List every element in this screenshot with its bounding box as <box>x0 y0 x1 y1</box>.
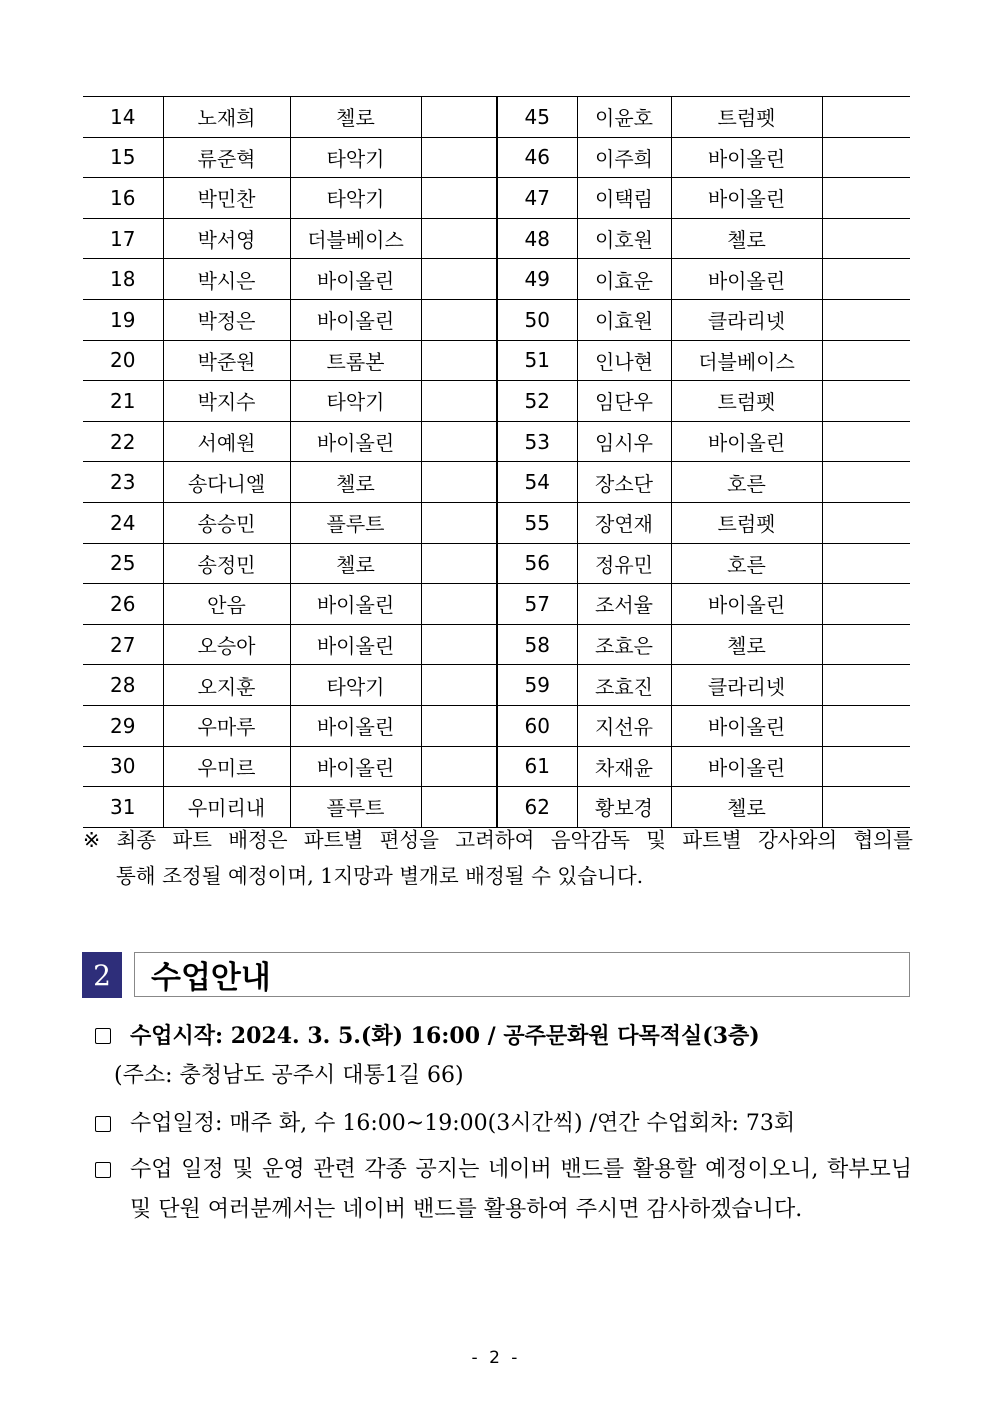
roster-cell-part: 타악기 <box>290 137 421 178</box>
roster-cell-no: 49 <box>497 259 577 300</box>
roster-cell-remarks <box>421 462 497 503</box>
class-info-list <box>92 1016 912 1230</box>
roster-cell-part: 바이올린 <box>290 421 421 462</box>
roster-cell-no: 25 <box>83 543 163 584</box>
roster-cell-name: 장소단 <box>577 462 671 503</box>
class-start-text: 수업시작: 2024. 3. 5.(화) 16:00 / 공주문화원 다목적실(3층) <box>130 1023 760 1049</box>
roster-cell-name: 차재윤 <box>577 746 671 787</box>
roster-cell-name: 오지훈 <box>163 665 290 706</box>
roster-cell-name: 박지수 <box>163 381 290 422</box>
roster-cell-name: 박시은 <box>163 259 290 300</box>
roster-cell-name: 박준원 <box>163 340 290 381</box>
table-row <box>83 381 910 422</box>
roster-cell-name: 조효은 <box>577 624 671 665</box>
checkbox-square-icon <box>95 1162 111 1178</box>
roster-cell-part: 바이올린 <box>290 584 421 625</box>
roster-cell-part: 바이올린 <box>671 746 822 787</box>
roster-cell-no: 16 <box>83 178 163 219</box>
roster-cell-name: 조서율 <box>577 584 671 625</box>
roster-cell-name: 지선유 <box>577 705 671 746</box>
roster-cell-name: 이윤호 <box>577 97 671 138</box>
roster-cell-no: 52 <box>497 381 577 422</box>
roster-cell-no: 53 <box>497 421 577 462</box>
roster-cell-no: 20 <box>83 340 163 381</box>
table-row <box>83 178 910 219</box>
roster-cell-part: 첼로 <box>671 218 822 259</box>
roster-cell-part: 플루트 <box>290 787 421 828</box>
roster-cell-remarks <box>822 624 910 665</box>
checkbox-square-icon <box>95 1028 111 1044</box>
roster-cell-part: 트럼펫 <box>671 381 822 422</box>
roster-cell-part: 타악기 <box>290 178 421 219</box>
roster-cell-no: 59 <box>497 665 577 706</box>
roster-cell-name: 박민찬 <box>163 178 290 219</box>
roster-cell-name: 이효원 <box>577 299 671 340</box>
note-word: ※ <box>83 828 101 852</box>
note-word: 및 <box>646 828 667 852</box>
roster-cell-no: 31 <box>83 787 163 828</box>
roster-cell-name: 안음 <box>163 584 290 625</box>
roster-body <box>83 97 910 828</box>
section-title <box>134 952 910 997</box>
roster-cell-name: 우미르 <box>163 746 290 787</box>
roster-cell-no: 51 <box>497 340 577 381</box>
roster-cell-remarks <box>822 502 910 543</box>
checkbox-square-icon <box>95 1116 111 1132</box>
note-line-1 <box>83 822 913 858</box>
roster-cell-remarks <box>421 299 497 340</box>
roster-cell-no: 19 <box>83 299 163 340</box>
roster-cell-name: 조효진 <box>577 665 671 706</box>
roster-cell-name: 송다니엘 <box>163 462 290 503</box>
table-row <box>83 462 910 503</box>
roster-cell-remarks <box>421 97 497 138</box>
roster-cell-part: 바이올린 <box>290 746 421 787</box>
roster-cell-remarks <box>822 584 910 625</box>
roster-cell-no: 60 <box>497 705 577 746</box>
roster-cell-no: 46 <box>497 137 577 178</box>
roster-cell-remarks <box>822 218 910 259</box>
roster-cell-remarks <box>421 421 497 462</box>
roster-cell-remarks <box>822 137 910 178</box>
roster-cell-part: 첼로 <box>671 624 822 665</box>
table-row <box>83 421 910 462</box>
roster-cell-remarks <box>421 340 497 381</box>
roster-cell-remarks <box>421 543 497 584</box>
roster-cell-part: 클라리넷 <box>671 299 822 340</box>
assignment-note <box>83 822 913 894</box>
roster-cell-remarks <box>822 746 910 787</box>
note-word: 파트별 <box>303 828 364 852</box>
roster-cell-no: 17 <box>83 218 163 259</box>
roster-cell-name: 임단우 <box>577 381 671 422</box>
note-word: 최종 <box>116 828 157 852</box>
roster-cell-remarks <box>822 178 910 219</box>
roster-cell-remarks <box>822 340 910 381</box>
roster-cell-name: 박서영 <box>163 218 290 259</box>
roster-cell-name: 노재희 <box>163 97 290 138</box>
table-row <box>83 624 910 665</box>
table-row <box>83 502 910 543</box>
table-row <box>83 218 910 259</box>
roster-cell-no: 30 <box>83 746 163 787</box>
roster-cell-part: 클라리넷 <box>671 665 822 706</box>
roster-cell-name: 이효운 <box>577 259 671 300</box>
roster-cell-part: 바이올린 <box>671 137 822 178</box>
roster-cell-name: 우마루 <box>163 705 290 746</box>
roster-cell-remarks <box>421 259 497 300</box>
roster-cell-part: 바이올린 <box>290 299 421 340</box>
roster-cell-remarks <box>421 381 497 422</box>
roster-cell-name: 우미리내 <box>163 787 290 828</box>
roster-cell-remarks <box>822 299 910 340</box>
roster-cell-remarks <box>822 705 910 746</box>
roster-cell-no: 24 <box>83 502 163 543</box>
roster-cell-remarks <box>822 259 910 300</box>
table-row <box>83 97 910 138</box>
roster-cell-no: 55 <box>497 502 577 543</box>
table-row <box>83 259 910 300</box>
roster-cell-name: 장연재 <box>577 502 671 543</box>
roster-cell-name: 송정민 <box>163 543 290 584</box>
roster-cell-part: 바이올린 <box>671 259 822 300</box>
roster-cell-no: 54 <box>497 462 577 503</box>
class-address-text: (주소: 충청남도 공주시 대통1길 66) <box>114 1063 464 1088</box>
roster-cell-name: 이호원 <box>577 218 671 259</box>
roster-cell-remarks <box>421 178 497 219</box>
roster-cell-part: 바이올린 <box>290 624 421 665</box>
roster-cell-remarks <box>421 502 497 543</box>
section-title-text: 수업안내 <box>151 960 271 996</box>
roster-cell-no: 29 <box>83 705 163 746</box>
roster-cell-no: 23 <box>83 462 163 503</box>
roster-cell-name: 송승민 <box>163 502 290 543</box>
class-notice-text: 수업 일정 및 운영 관련 각종 공지는 네이버 밴드를 활용할 예정이오니, 학부모님 및 단원 여러분께서는 네이버 밴드를 활용하여 주시면 감사하겠습니다. <box>130 1157 912 1222</box>
roster-cell-remarks <box>822 381 910 422</box>
roster-cell-part: 바이올린 <box>671 705 822 746</box>
roster-cell-remarks <box>421 584 497 625</box>
roster-cell-no: 57 <box>497 584 577 625</box>
roster-cell-part: 첼로 <box>671 787 822 828</box>
roster-cell-name: 류준혁 <box>163 137 290 178</box>
roster-cell-part: 바이올린 <box>671 178 822 219</box>
class-notice-item <box>92 1150 912 1230</box>
roster-cell-no: 21 <box>83 381 163 422</box>
roster-cell-part: 더블베이스 <box>671 340 822 381</box>
roster-cell-part: 바이올린 <box>671 421 822 462</box>
roster-cell-no: 18 <box>83 259 163 300</box>
roster-cell-no: 26 <box>83 584 163 625</box>
table-row <box>83 137 910 178</box>
table-row <box>83 746 910 787</box>
roster-cell-remarks <box>822 543 910 584</box>
roster-cell-part: 첼로 <box>290 97 421 138</box>
roster-cell-remarks <box>421 746 497 787</box>
roster-cell-part: 타악기 <box>290 665 421 706</box>
roster-cell-part: 바이올린 <box>290 259 421 300</box>
note-word: 음악감독 <box>550 828 630 852</box>
note-line-2: 통해 조정될 예정이며, 1지망과 별개로 배정될 수 있습니다. <box>116 864 644 888</box>
note-word: 강사와의 <box>758 828 838 852</box>
roster-cell-remarks <box>421 665 497 706</box>
table-row <box>83 665 910 706</box>
note-word: 협의를 <box>853 828 913 852</box>
table-row <box>83 584 910 625</box>
roster-cell-part: 플루트 <box>290 502 421 543</box>
roster-cell-remarks <box>421 624 497 665</box>
note-word: 파트별 <box>682 828 742 852</box>
roster-cell-name: 정유민 <box>577 543 671 584</box>
roster-cell-name: 박정은 <box>163 299 290 340</box>
table-row <box>83 299 910 340</box>
roster-cell-part: 트롬본 <box>290 340 421 381</box>
note-word: 파트 <box>172 828 212 852</box>
note-word: 배정은 <box>228 828 288 852</box>
class-start-item <box>92 1016 912 1056</box>
roster-cell-part: 더블베이스 <box>290 218 421 259</box>
roster-cell-name: 오승아 <box>163 624 290 665</box>
roster-cell-no: 14 <box>83 97 163 138</box>
roster-cell-part: 트럼펫 <box>671 97 822 138</box>
roster-cell-name: 이주희 <box>577 137 671 178</box>
roster-cell-no: 56 <box>497 543 577 584</box>
section-number-badge: 2 <box>82 952 122 998</box>
roster-cell-name: 임시우 <box>577 421 671 462</box>
roster-cell-no: 28 <box>83 665 163 706</box>
table-row <box>83 705 910 746</box>
roster-cell-part: 바이올린 <box>671 584 822 625</box>
roster-cell-remarks <box>421 218 497 259</box>
table-row <box>83 340 910 381</box>
roster-cell-no: 61 <box>497 746 577 787</box>
roster-cell-part: 호른 <box>671 543 822 584</box>
roster-cell-no: 15 <box>83 137 163 178</box>
roster-cell-name: 서예원 <box>163 421 290 462</box>
roster-cell-no: 45 <box>497 97 577 138</box>
roster-cell-no: 58 <box>497 624 577 665</box>
class-schedule-item <box>92 1104 912 1144</box>
roster-cell-remarks <box>822 665 910 706</box>
roster-cell-part: 호른 <box>671 462 822 503</box>
roster-cell-part: 바이올린 <box>290 705 421 746</box>
roster-cell-no: 62 <box>497 787 577 828</box>
roster-cell-no: 47 <box>497 178 577 219</box>
roster-cell-part: 첼로 <box>290 462 421 503</box>
page-number: - 2 - <box>471 1348 521 1368</box>
note-word: 편성을 <box>379 828 439 852</box>
class-schedule-text: 수업일정: 매주 화, 수 16:00~19:00(3시간씩) /연간 수업회차: 73회 <box>130 1111 796 1136</box>
roster-cell-remarks <box>822 421 910 462</box>
roster-cell-remarks <box>421 705 497 746</box>
roster-cell-no: 27 <box>83 624 163 665</box>
roster-cell-part: 트럼펫 <box>671 502 822 543</box>
roster-cell-remarks <box>822 462 910 503</box>
member-roster-table <box>83 96 910 828</box>
note-word: 고려하여 <box>455 828 535 852</box>
roster-cell-part: 첼로 <box>290 543 421 584</box>
roster-cell-remarks <box>822 97 910 138</box>
roster-cell-no: 48 <box>497 218 577 259</box>
table-row <box>83 543 910 584</box>
roster-cell-remarks <box>421 137 497 178</box>
roster-cell-name: 이택림 <box>577 178 671 219</box>
roster-cell-name: 황보경 <box>577 787 671 828</box>
roster-cell-name: 인나현 <box>577 340 671 381</box>
roster-cell-part: 타악기 <box>290 381 421 422</box>
roster-cell-no: 50 <box>497 299 577 340</box>
roster-cell-no: 22 <box>83 421 163 462</box>
